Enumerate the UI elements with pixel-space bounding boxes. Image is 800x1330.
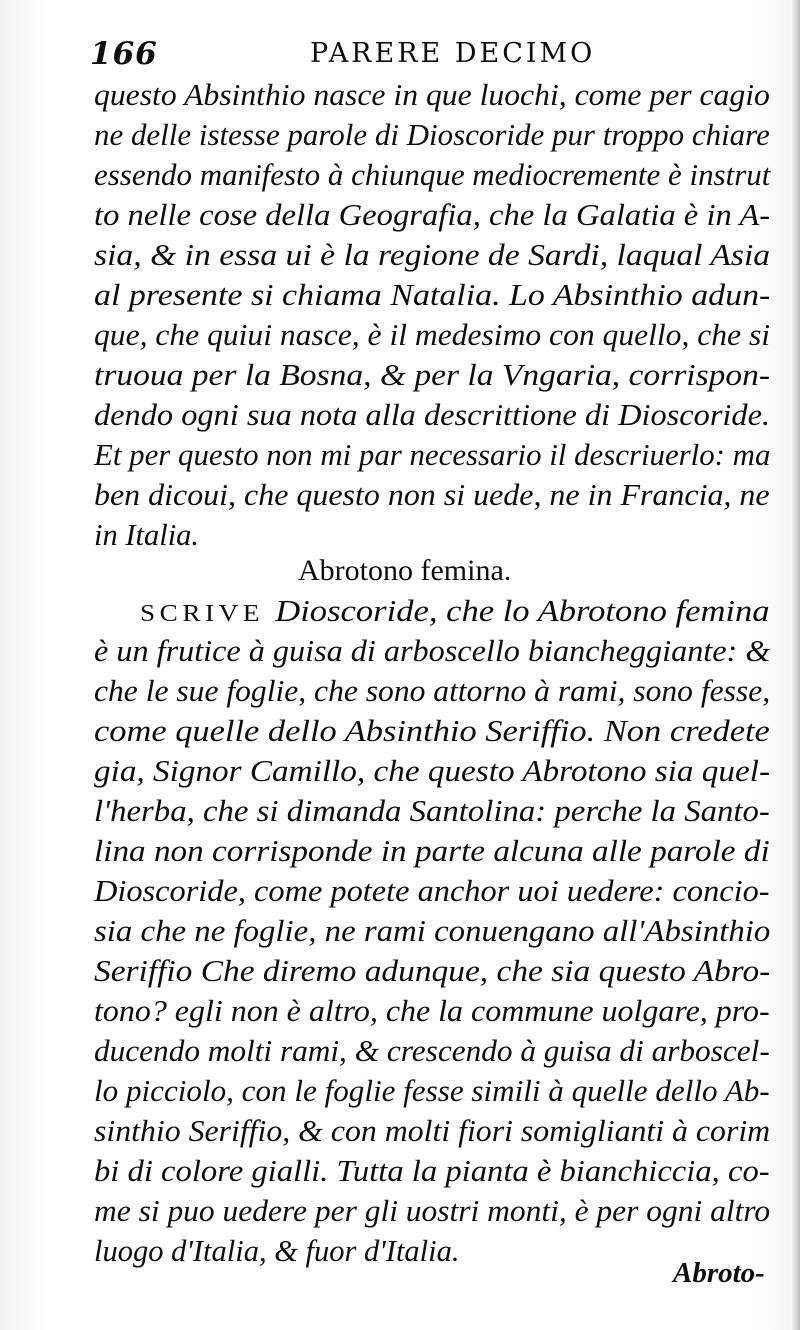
text-line: lina non corrisponde in parte alcuna alle parole di [94, 834, 770, 868]
text-line: Dioscoride, come potete anchor uoi uedere: concio- [94, 874, 770, 908]
text-line: que, che quiui nasce, è il medesimo con quello, che si [94, 318, 771, 352]
text-line: che le sue foglie, che sono attorno à rami, sono fesse, [94, 674, 771, 708]
text-line: ducendo molti rami, & crescendo à guisa di arboscel- [94, 1034, 770, 1068]
text-line-first-rest: Dioscoride, che lo Abrotono femina [275, 594, 770, 628]
text-line: Et per questo non mi par necessario il descriuerlo: ma [94, 438, 771, 472]
text-line: ne delle istesse parole di Dioscoride pur troppo chiare [94, 118, 770, 152]
catchword: Abroto- [673, 1257, 765, 1289]
text-line: al presente si chiama Natalia. Lo Absinthio adun- [94, 278, 771, 312]
text-line: bi di colore gialli. Tutta la pianta è bianchiccia, co- [94, 1154, 770, 1188]
text-line: tono? egli non è altro, che la commune uolgare, pro- [94, 994, 770, 1028]
text-line: questo Absinthio nasce in que luochi, come per cagio [94, 78, 770, 112]
text-line: come quelle dello Absinthio Seriffio. Non credete [94, 714, 770, 748]
lead-word: SCRIVE [140, 601, 264, 627]
text-line: sia, & in essa ui è la regione de Sardi, laqual Asia [94, 238, 771, 272]
running-head [90, 36, 780, 80]
text-line: luogo d'Italia, & fuor d'Italia. [94, 1234, 460, 1268]
text-line: l'herba, che si dimanda Santolina: perche la Santo- [94, 794, 770, 828]
text-line: to nelle cose della Geografia, che la Galatia è in A- [94, 198, 771, 232]
page-number: 166 [90, 36, 158, 72]
text-line: sia che ne foglie, ne rami conuengano all'Absinthio [94, 914, 771, 948]
text-line: gia, Signor Camillo, che questo Abrotono sia quel- [94, 754, 771, 788]
text-line: sinthio Seriffio, & con molti fiori somiglianti à corim [94, 1114, 771, 1148]
text-line: dendo ogni sua nota alla descrittione di Dioscoride. [94, 398, 771, 432]
text-line-first [140, 592, 770, 633]
page-edge [790, 0, 800, 1330]
running-title: PARERE DECIMO [310, 38, 596, 69]
text-line: essendo manifesto à chiunque mediocremente è instrut [94, 158, 771, 192]
text-line: lo picciolo, con le foglie fesse simili à quelle dello Ab- [94, 1074, 770, 1108]
text-line: Seriffio Che diremo adunque, che sia questo Abro- [94, 954, 771, 988]
text-line: me si puo uedere per gli uostri monti, è per ogni altro [94, 1194, 771, 1228]
text-line: in Italia. [94, 518, 200, 552]
section-heading: Abrotono femina. [298, 554, 512, 587]
text-line: ben dicoui, che questo non si uede, ne in Francia, ne [94, 478, 770, 512]
text-line: è un frutice à guisa di arboscello biancheggiante: & [94, 634, 771, 668]
text-line: truoua per la Bosna, & per la Vngaria, corrispon- [94, 358, 771, 392]
